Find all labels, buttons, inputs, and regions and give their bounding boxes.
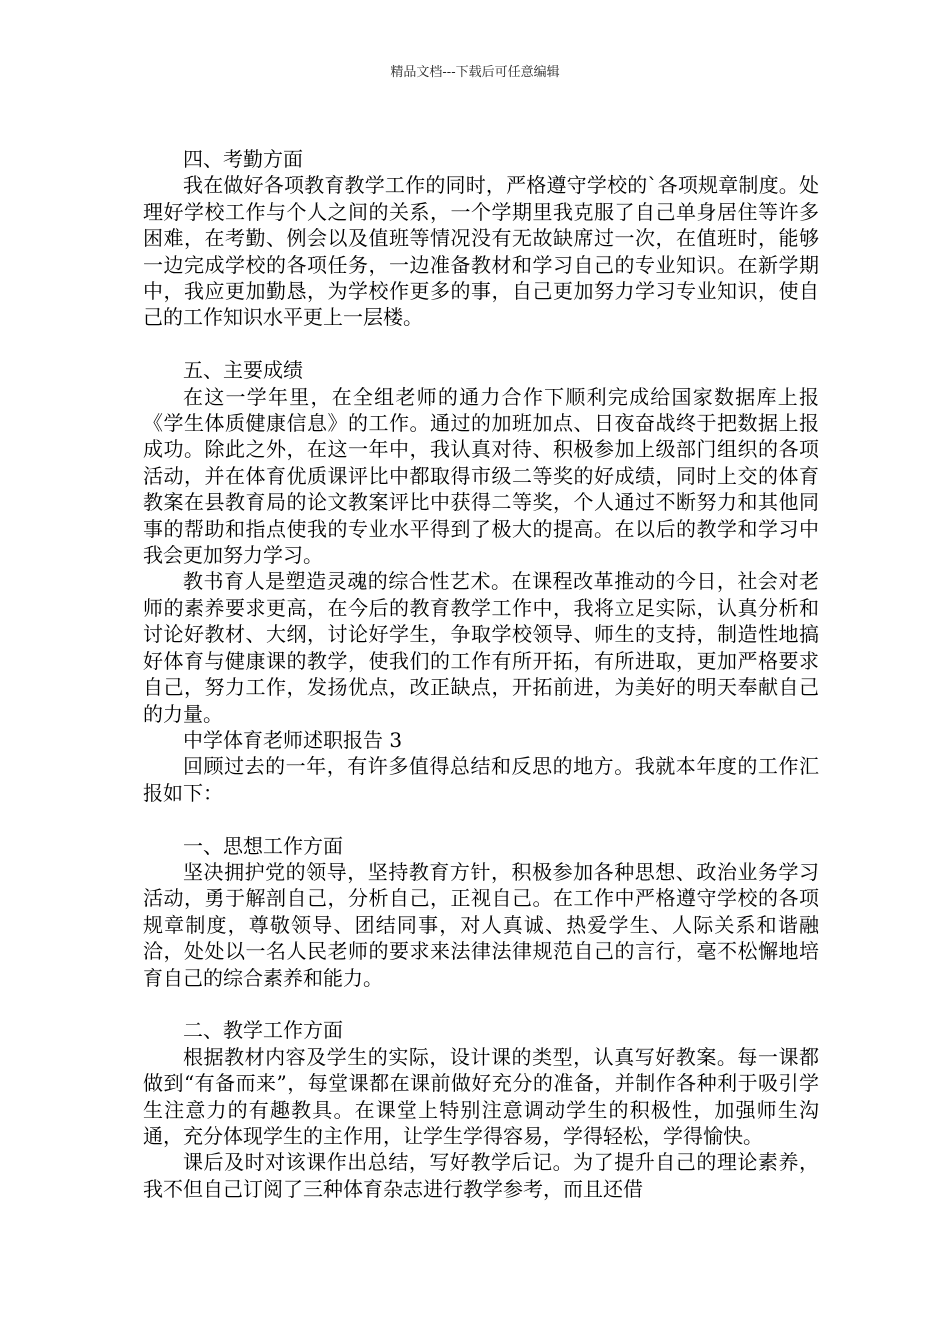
- paragraph-reflection: 课后及时对该课作出总结，写好教学后记。为了提升自己的理论素养，我不但自己订阅了三种体育杂志进行教学参考，而且还借: [143, 1150, 819, 1201]
- page-header-note: 精品文档---下载后可任意编辑: [390, 65, 560, 80]
- paragraph-attendance: 我在做好各项教育教学工作的同时，严格遵守学校的`各项规章制度。处理好学校工作与个人之间的关系，一个学期里我克服了自己单身居住等许多困难，在考勤、例会以及值班等情况没有无故缺席过一次，在值班时，能够一边完成学校的各项任务，一边准备教材和学习自己的专业知识。在新学期中，我应更加勤恳，为学校作更多的事，自己更加努力学习专业知识，使自己的工作知识水平更上一层楼。: [143, 173, 819, 330]
- report-title: 中学体育老师述职报告 3: [183, 727, 403, 752]
- paragraph-achievements: 在这一学年里，在全组老师的通力合作下顺利完成给国家数据库上报《学生体质健康信息》的工作。通过的加班加点、日夜奋战终于把数据上报成功。除此之外，在这一年中，我认真对待、积极参加上级部门组织的各项活动，并在体育优质课评比中都取得市级二等奖的好成绩，同时上交的体育教案在县教育局的论文教案评比中获得二等奖，个人通过不断努力和其他同事的帮助和指点使我的专业水平得到了极大的提高。在以后的教学和学习中我会更加努力学习。: [143, 384, 819, 568]
- blank-line: [143, 806, 819, 832]
- section-heading-achievements: 五、主要成绩: [183, 358, 303, 383]
- blank-line: [143, 331, 819, 357]
- paragraph-intro: 回顾过去的一年，有许多值得总结和反思的地方。我就本年度的工作汇报如下：: [143, 754, 819, 805]
- section-heading-attendance: 四、考勤方面: [183, 147, 303, 171]
- section-heading-teaching: 二、教学工作方面: [183, 1018, 343, 1043]
- paragraph-closing: 教书育人是塑造灵魂的综合性艺术。在课程改革推动的今日，社会对老师的素养要求更高，在今后的教育教学工作中，我将立足实际，认真分析和讨论好教材、大纲，讨论好学生，争取学校领导、师生的支持，制造性地搞好体育与健康课的教学，使我们的工作有所开拓，有所进取，更加严格要求自己，努力工作，发扬优点，改正缺点，开拓前进，为美好的明天奉献自己的力量。: [143, 569, 819, 726]
- blank-line: [143, 991, 819, 1017]
- paragraph-ideology: 坚决拥护党的领导，坚持教育方针，积极参加各种思想、政治业务学习活动，勇于解剖自己，分析自己，正视自己。在工作中严格遵守学校的各项规章制度，尊敬领导、团结同事，对人真诚、热爱学生、人际关系和谐融洽，处处以一名人民老师的要求来法律法律规范自己的言行，毫不松懈地培育自己的综合素养和能力。: [143, 859, 819, 990]
- section-heading-ideology: 一、思想工作方面: [183, 833, 343, 858]
- document-body: [143, 146, 819, 1202]
- paragraph-teaching: 根据教材内容及学生的实际，设计课的类型，认真写好教案。每一课都做到“有备而来”，每堂课都在课前做好充分的准备，并制作各种利于吸引学生注意力的有趣教具。在课堂上特别注意调动学生的积极性，加强师生沟通，充分体现学生的主作用，让学生学得容易，学得轻松，学得愉快。: [143, 1044, 819, 1148]
